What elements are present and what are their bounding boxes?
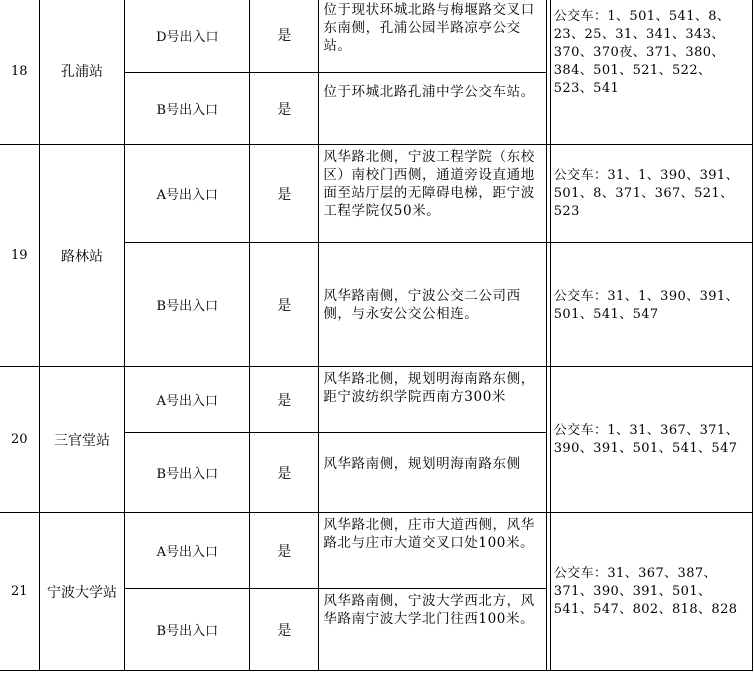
table-row [0,367,753,433]
accessible-value: 是 [250,145,319,243]
entrance-location: 风华路北侧，宁波工程学院（东校区）南校门西侧，通道旁设直通地面至站厅层的无障碍电梯，距宁波工程学院仅50米。 [319,145,547,243]
entrance-location: 风华路南侧，宁波大学西北方，风华路南宁波大学北门往西100米。 [319,589,547,671]
accessible-value: 是 [250,367,319,433]
entrance-name: B号出入口 [125,73,250,145]
entrance-location: 位于现状环城北路与梅堰路交叉口东南侧，孔浦公园半路凉亭公交站。 [319,0,547,73]
entrance-location: 风华路南侧，规划明海南路东侧 [319,433,547,513]
bus-routes: 公交车：1、501、541、8、23、25、31、341、343、370、370夜、371、380、384、501、521、522、523、541 [550,0,752,145]
row-number: 19 [0,145,39,367]
row-number: 18 [0,0,39,145]
entrance-location: 风华路北侧，庄市大道西侧，风华路北与庄市大道交叉口处100米。 [319,513,547,589]
row-number: 20 [0,367,39,513]
table-row [0,513,753,589]
bus-routes: 公交车：31、367、387、371、390、391、501、541、547、802、818、828 [550,513,752,671]
entrance-name: B号出入口 [125,243,250,367]
entrance-name: A号出入口 [125,145,250,243]
accessible-value: 是 [250,589,319,671]
bus-routes: 公交车：31、1、390、391、501、541、547 [550,243,752,367]
row-number: 21 [0,513,39,671]
entrance-name: B号出入口 [125,589,250,671]
station-name: 宁波大学站 [39,513,125,671]
entrance-name: A号出入口 [125,367,250,433]
entrance-name: B号出入口 [125,433,250,513]
accessible-value: 是 [250,243,319,367]
station-name: 孔浦站 [39,0,125,145]
station-name: 路林站 [39,145,125,367]
entrance-name: A号出入口 [125,513,250,589]
bus-routes: 公交车：1、31、367、371、390、391、501、541、547 [550,367,752,513]
entrance-location: 风华路南侧，宁波公交二公司西侧，与永安公交公相连。 [319,243,547,367]
entrance-location: 位于环城北路孔浦中学公交车站。 [319,73,547,145]
bus-routes: 公交车：31、1、390、391、501、8、371、367、521、523 [550,145,752,243]
accessible-value: 是 [250,0,319,73]
accessible-value: 是 [250,73,319,145]
entrance-location: 风华路北侧，规划明海南路东侧，距宁波纺织学院西南方300米 [319,367,547,433]
station-name: 三官堂站 [39,367,125,513]
accessible-value: 是 [250,433,319,513]
table-row [0,145,753,243]
accessible-value: 是 [250,513,319,589]
entrance-name: D号出入口 [125,0,250,73]
table-row [0,0,753,73]
